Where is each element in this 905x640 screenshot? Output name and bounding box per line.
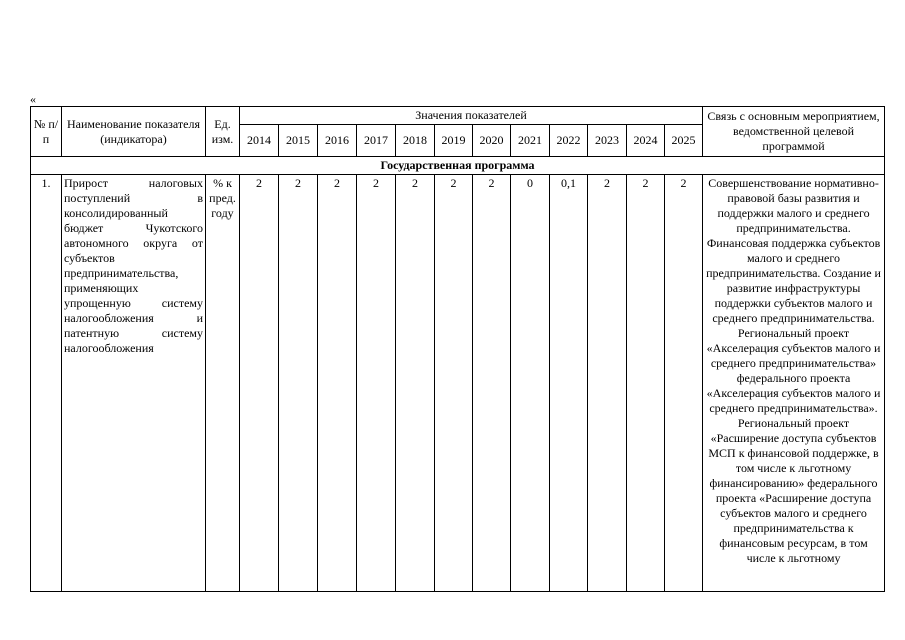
year-header: 2024 bbox=[627, 125, 665, 157]
header-row-1 bbox=[31, 107, 885, 125]
row-value: 2 bbox=[279, 175, 318, 592]
row-value: 2 bbox=[435, 175, 473, 592]
year-header: 2020 bbox=[473, 125, 511, 157]
row-value: 0,1 bbox=[550, 175, 588, 592]
row-value: 2 bbox=[240, 175, 279, 592]
row-value: 2 bbox=[318, 175, 357, 592]
section-row bbox=[31, 157, 885, 175]
header-name: Наименование показателя (индикатора) bbox=[62, 107, 206, 157]
year-header: 2021 bbox=[511, 125, 550, 157]
year-header: 2025 bbox=[665, 125, 703, 157]
row-value: 2 bbox=[627, 175, 665, 592]
row-num: 1. bbox=[31, 175, 62, 592]
row-value: 2 bbox=[357, 175, 396, 592]
year-header: 2023 bbox=[588, 125, 627, 157]
year-header: 2014 bbox=[240, 125, 279, 157]
row-value: 2 bbox=[665, 175, 703, 592]
section-title: Государственная программа bbox=[31, 157, 885, 175]
header-link: Связь с основным мероприятием, ведомственной целевой программой bbox=[703, 107, 885, 157]
year-header: 2022 bbox=[550, 125, 588, 157]
header-num: № п/п bbox=[31, 107, 62, 157]
year-header: 2016 bbox=[318, 125, 357, 157]
row-value: 2 bbox=[396, 175, 435, 592]
year-header: 2019 bbox=[435, 125, 473, 157]
opening-quote: « bbox=[30, 92, 36, 106]
indicators-table bbox=[30, 106, 885, 592]
row-value: 2 bbox=[473, 175, 511, 592]
header-unit: Ед. изм. bbox=[206, 107, 240, 157]
year-header: 2018 bbox=[396, 125, 435, 157]
table-row bbox=[31, 175, 885, 592]
header-values-group: Значения показателей bbox=[240, 107, 703, 125]
row-value: 0 bbox=[511, 175, 550, 592]
row-value: 2 bbox=[588, 175, 627, 592]
year-header: 2017 bbox=[357, 125, 396, 157]
row-unit: % к пред. году bbox=[206, 175, 240, 592]
row-link-text: Совершенствование нормативно-правовой базы развития и поддержки малого и среднего предпринимательства. Финансовая поддержка субъектов малого и среднего предпринимательства. Создание и развитие инфраструктуры поддержки субъектов малого и среднего предпринимательства. Региональный проект «Акселерация субъектов малого и среднего предпринимательства» федерального проекта «Акселерация субъектов малого и среднего предпринимательства». Региональный проект «Расширение доступа субъектов МСП к финансовой поддержке, в том числе к льготному финансированию» федерального проекта «Расширение доступа субъектов малого и среднего предпринимательства к финансовым ресурсам, в том числе к льготному bbox=[703, 175, 885, 592]
year-header: 2015 bbox=[279, 125, 318, 157]
row-indicator-name: Прирост налоговых поступлений в консолидированный бюджет Чукотского автономного округа от субъектов предпринимательства, применяющих упрощенную систему налогообложения и патентную систему налогообложения bbox=[62, 175, 206, 592]
